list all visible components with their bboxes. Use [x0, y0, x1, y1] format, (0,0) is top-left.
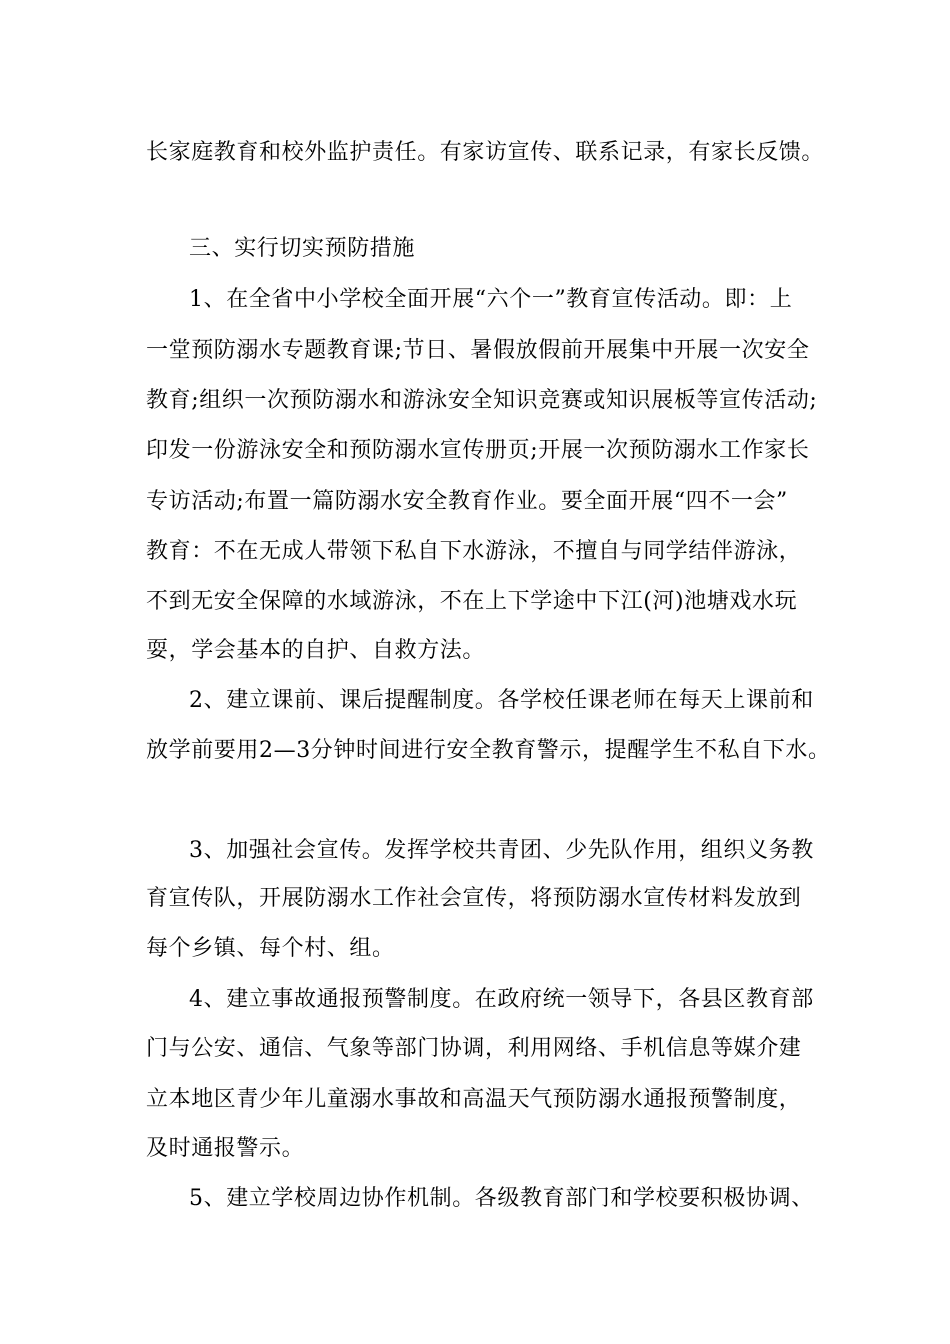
section-heading: 三、实行切实预防措施: [189, 236, 416, 261]
text-line: 3、加强社会宣传。发挥学校共青团、少先队作用，组织义务教: [189, 838, 814, 863]
text-line: 教育;组织一次预防溺水和游泳安全知识竞赛或知识展板等宣传活动;: [146, 388, 818, 413]
text-line: 印发一份游泳安全和预防溺水宣传册页;开展一次预防溺水工作家长: [146, 438, 810, 463]
text-line: 2、建立课前、课后提醒制度。各学校任课老师在每天上课前和: [189, 688, 814, 713]
text-line: 专访活动;布置一篇防溺水安全教育作业。要全面开展“四不一会”: [146, 489, 788, 514]
text-line: 不到无安全保障的水域游泳，不在上下学途中下江(河)池塘戏水玩: [146, 589, 798, 614]
text-line: 门与公安、通信、气象等部门协调，利用网络、手机信息等媒介建: [146, 1036, 802, 1061]
text-line: 5、建立学校周边协作机制。各级教育部门和学校要积极协调、: [189, 1186, 814, 1211]
text-line: 教育：不在无成人带领下私自下水游泳，不擅自与同学结伴游泳，: [146, 539, 802, 564]
text-line: 耍，学会基本的自护、自救方法。: [146, 638, 486, 663]
text-line: 放学前要用2—3分钟时间进行安全教育警示，提醒学生不私自下水。: [146, 738, 831, 763]
text-line: 1、在全省中小学校全面开展“六个一”教育宣传活动。即：上: [189, 287, 793, 312]
text-line: 及时通报警示。: [146, 1136, 305, 1161]
text-line: 一堂预防溺水专题教育课;节日、暑假放假前开展集中开展一次安全: [146, 338, 810, 363]
text-line: 立本地区青少年儿童溺水事故和高温天气预防溺水通报预警制度，: [146, 1087, 802, 1112]
text-line: 育宣传队，开展防溺水工作社会宣传，将预防溺水宣传材料发放到: [146, 886, 802, 911]
text-line: 每个乡镇、每个村、组。: [146, 936, 395, 961]
text-line: 4、建立事故通报预警制度。在政府统一领导下，各县区教育部: [189, 987, 814, 1012]
text-line: 长家庭教育和校外监护责任。有家访宣传、联系记录，有家长反馈。: [146, 140, 825, 165]
